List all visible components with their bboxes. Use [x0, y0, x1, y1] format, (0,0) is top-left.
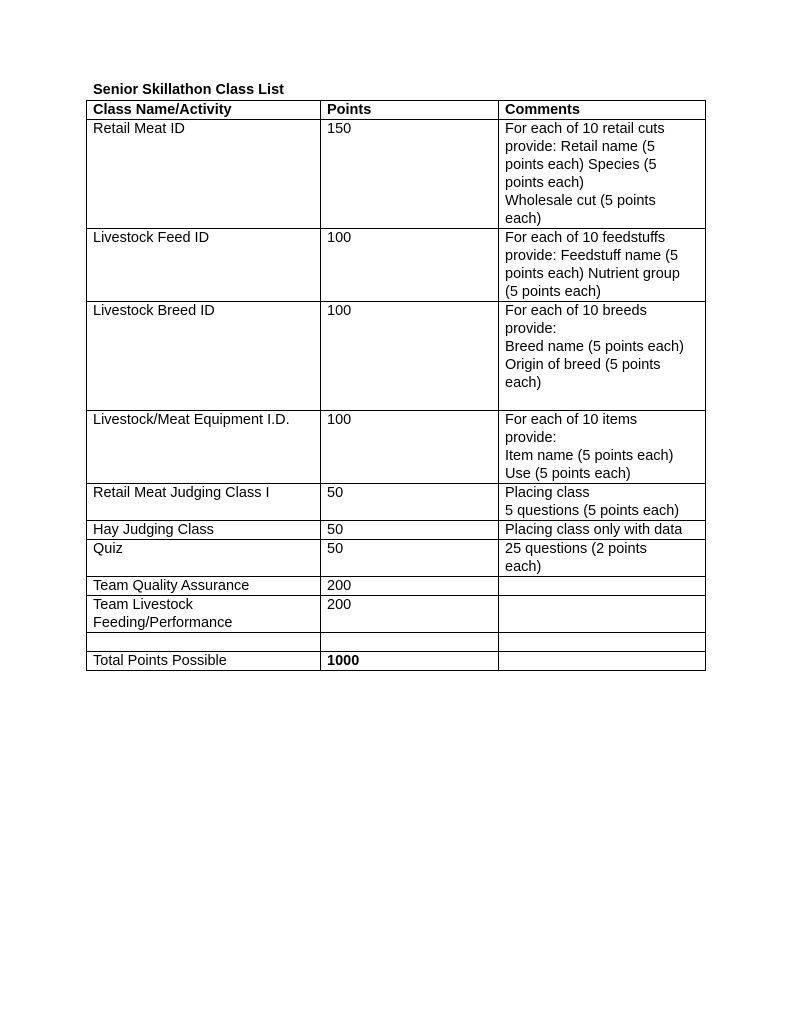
comment-line: Use (5 points each) [505, 466, 631, 482]
comment-line: For each of 10 feedstuffs [505, 230, 666, 246]
comment-line: points each) Species (5 [505, 157, 657, 173]
comments-cell [499, 120, 706, 229]
table-row [87, 540, 706, 577]
class-name-cell: Livestock/Meat Equipment I.D. [87, 411, 321, 484]
comments-cell [499, 302, 706, 411]
page-title: Senior Skillathon Class List [93, 82, 284, 98]
points-cell: 100 [321, 411, 499, 484]
total-comments [499, 652, 706, 671]
comment-line: 5 questions (5 points each) [505, 503, 680, 519]
comment-line: For each of 10 retail cuts [505, 121, 665, 137]
points-cell: 50 [321, 521, 499, 540]
comment-line: each) [505, 559, 542, 575]
table-header-row [87, 101, 706, 120]
comment-line: For each of 10 items [505, 412, 638, 428]
comments-cell [499, 596, 706, 633]
header-points: Points [321, 101, 499, 120]
table-row [87, 302, 706, 411]
table-row [87, 577, 706, 596]
comment-line: each) [505, 211, 542, 227]
class-name-cell: Livestock Feed ID [87, 229, 321, 302]
comments-cell [499, 633, 706, 652]
comment-line: provide: [505, 430, 557, 446]
header-class-name: Class Name/Activity [87, 101, 321, 120]
table-row [87, 596, 706, 633]
table-row [87, 229, 706, 302]
class-name-cell: Retail Meat ID [87, 120, 321, 229]
class-name-cell: Retail Meat Judging Class I [87, 484, 321, 521]
comment-line: points each) [505, 175, 584, 191]
comment-line: provide: Retail name (5 [505, 139, 655, 155]
points-cell: 200 [321, 577, 499, 596]
total-row [87, 652, 706, 671]
comment-line: each) [505, 375, 542, 391]
comment-line: 25 questions (2 points [505, 541, 647, 557]
header-comments: Comments [499, 101, 706, 120]
class-name-line: Team Livestock [93, 597, 193, 613]
comment-line: Breed name (5 points each) [505, 339, 684, 355]
comment-line: Origin of breed (5 points [505, 357, 661, 373]
comment-line: Wholesale cut (5 points [505, 193, 656, 209]
points-cell: 150 [321, 120, 499, 229]
comments-cell [499, 411, 706, 484]
table-row [87, 521, 706, 540]
comment-line: For each of 10 breeds [505, 303, 647, 319]
class-name-cell: Livestock Breed ID [87, 302, 321, 411]
comment-line: Placing class [505, 485, 590, 501]
total-label: Total Points Possible [87, 652, 321, 671]
comments-cell [499, 540, 706, 577]
comment-line: points each) Nutrient group [505, 266, 680, 282]
table-row-empty [87, 633, 706, 652]
points-cell: 50 [321, 540, 499, 577]
comments-cell [499, 577, 706, 596]
comment-line: provide: [505, 321, 557, 337]
class-name-cell: Quiz [87, 540, 321, 577]
comment-line: Item name (5 points each) [505, 448, 674, 464]
comment-line: provide: Feedstuff name (5 [505, 248, 679, 264]
comment-line: (5 points each) [505, 284, 601, 300]
comments-cell [499, 521, 706, 540]
comment-line: Placing class only with data [505, 522, 683, 538]
class-name-line: Feeding/Performance [93, 615, 233, 631]
table-row [87, 120, 706, 229]
class-name-cell: Team Quality Assurance [87, 577, 321, 596]
points-cell: 200 [321, 596, 499, 633]
points-cell: 50 [321, 484, 499, 521]
points-cell: 100 [321, 229, 499, 302]
class-name-cell [87, 596, 321, 633]
points-cell [321, 633, 499, 652]
table-row [87, 484, 706, 521]
comments-cell [499, 229, 706, 302]
class-list-table [86, 100, 706, 671]
points-cell: 100 [321, 302, 499, 411]
class-name-cell [87, 633, 321, 652]
comments-cell [499, 484, 706, 521]
total-points: 1000 [321, 652, 499, 671]
table-row [87, 411, 706, 484]
class-name-cell: Hay Judging Class [87, 521, 321, 540]
